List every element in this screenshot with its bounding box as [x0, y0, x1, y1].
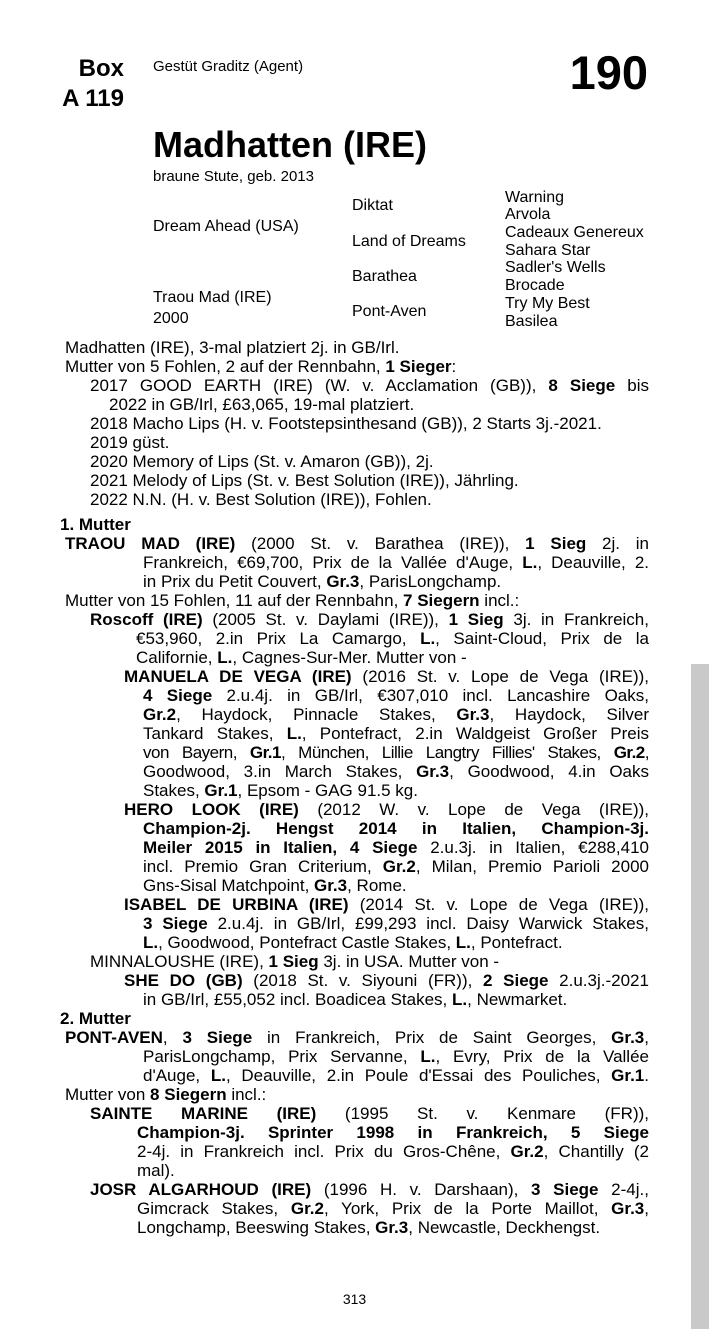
pedigree-g1: Warning [505, 189, 564, 206]
produce-summary: Mutter von 5 Fohlen, 2 auf der Rennbahn, 1 Sieger: [65, 357, 457, 376]
produce-2020: 2020 Memory of Lips (St. v. Amaron (GB)), 2j. [90, 452, 434, 471]
first-dam-line: Frankreich, €69,700, Prix de la Vallée d'Auge, L., Deauville, 2. [143, 553, 649, 572]
first-dam-heading: 1. Mutter [60, 515, 131, 534]
pedigree-sire: Dream Ahead (USA) [153, 218, 299, 235]
offspring-line: incl. Premio Gran Criterium, Gr.2, Milan, Premio Parioli 2000 [143, 857, 649, 876]
offspring-line: mal). [137, 1161, 175, 1180]
side-index-tab [691, 664, 709, 1329]
second-dam-line: PONT-AVEN, 3 Siege in Frankreich, Prix de Saint Georges, Gr.3, [65, 1028, 649, 1047]
offspring-line: Californie, L., Cagnes-Sur-Mer. Mutter von - [136, 648, 467, 667]
first-dam-line: in Prix du Petit Couvert, Gr.3, ParisLongchamp. [143, 572, 502, 591]
offspring-line: Meiler 2015 in Italien, 4 Siege 2.u.3j. in Italien, €288,410 [143, 838, 649, 857]
offspring-line: €53,960, 2.in Prix La Camargo, L., Saint-Cloud, Prix de la [136, 629, 649, 648]
offspring-line: Gns-Sisal Matchpoint, Gr.3, Rome. [143, 876, 407, 895]
offspring-line: ISABEL DE URBINA (IRE) (2014 St. v. Lope de Vega (IRE)), [124, 895, 649, 914]
offspring-line: in GB/Irl, £55,052 incl. Boadicea Stakes, L., Newmarket. [143, 990, 568, 1009]
pedigree-sire-sire: Diktat [352, 197, 393, 214]
box-number: A 119 [62, 85, 124, 112]
offspring-line: 4 Siege 2.u.4j. in GB/Irl, €307,010 incl. Lancashire Oaks, [143, 686, 649, 705]
pedigree-dam-year: 2000 [153, 310, 189, 327]
first-dam-line: TRAOU MAD (IRE) (2000 St. v. Barathea (IRE)), 1 Sieg 2j. in [65, 534, 650, 553]
box-label: Box [78, 55, 124, 82]
pedigree-g5: Sadler's Wells [505, 259, 606, 276]
offspring-line: SHE DO (GB) (2018 St. v. Siyouni (FR)), 2 Siege 2.u.3j.-2021 [124, 971, 649, 990]
offspring-line: Roscoff (IRE) (2005 St. v. Daylami (IRE)), 1 Sieg 3j. in Frankreich, [90, 610, 649, 629]
offspring-line: Longchamp, Beeswing Stakes, Gr.3, Newcastle, Deckhengst. [137, 1218, 601, 1237]
pedigree-g7: Try My Best [505, 295, 590, 312]
offspring-line: Champion-2j. Hengst 2014 in Italien, Champion-3j. [143, 819, 649, 838]
offspring-line: Tankard Stakes, L., Pontefract, 2.in Waldgeist Großer Preis [143, 724, 649, 743]
offspring-line: MANUELA DE VEGA (IRE) (2016 St. v. Lope de Vega (IRE)), [124, 667, 650, 686]
second-dam-line: d'Auge, L., Deauville, 2.in Poule d'Essai des Pouliches, Gr.1. [143, 1066, 649, 1085]
second-dam-line: ParisLongchamp, Prix Servanne, L., Evry, Prix de la Vallée [143, 1047, 649, 1066]
offspring-line: Stakes, Gr.1, Epsom - GAG 91.5 kg. [143, 781, 418, 800]
offspring-line: Gimcrack Stakes, Gr.2, York, Prix de la Porte Maillot, Gr.3, [137, 1199, 649, 1218]
offspring-line: 3 Siege 2.u.4j. in GB/Irl, £99,293 incl. Daisy Warwick Stakes, [143, 914, 649, 933]
produce-2019: 2019 güst. [90, 433, 170, 452]
second-dam-heading: 2. Mutter [60, 1009, 131, 1028]
pedigree-g8: Basilea [505, 313, 558, 330]
offspring-line: SAINTE MARINE (IRE) (1995 St. v. Kenmare (FR)), [90, 1104, 649, 1123]
pedigree-dam: Traou Mad (IRE) [153, 289, 272, 306]
produce-2018: 2018 Macho Lips (H. v. Footstepsinthesand (GB)), 2 Starts 3j.-2021. [90, 414, 602, 433]
produce-2017-cont: 2022 in GB/Irl, £63,065, 19-mal platziert. [109, 395, 415, 414]
offspring-line: Champion-3j. Sprinter 1998 in Frankreich, 5 Siege [137, 1123, 649, 1142]
produce-2017: 2017 GOOD EARTH (IRE) (W. v. Acclamation (GB)), 8 Siege bis [90, 376, 649, 395]
offspring-line: L., Goodwood, Pontefract Castle Stakes, L., Pontefract. [143, 933, 563, 952]
horse-name: Madhatten (IRE) [153, 124, 427, 165]
pedigree-g4: Sahara Star [505, 242, 591, 259]
page-number: 313 [342, 1291, 367, 1307]
offspring-line: Goodwood, 3.in March Stakes, Gr.3, Goodwood, 4.in Oaks [143, 762, 649, 781]
race-record-line: Madhatten (IRE), 3-mal platziert 2j. in GB/Irl. [65, 338, 400, 357]
consignor-agent: Gestüt Graditz (Agent) [153, 58, 304, 75]
pedigree-g6: Brocade [505, 277, 565, 294]
lot-number: 190 [569, 46, 648, 99]
pedigree-dam-sire: Barathea [352, 268, 417, 285]
pedigree-g3: Cadeaux Genereux [505, 224, 644, 241]
offspring-line: von Bayern, Gr.1, München, Lillie Langtry Fillies' Stakes, Gr.2, [143, 743, 650, 762]
pedigree-dam-dam: Pont-Aven [352, 303, 427, 320]
second-dam-produce-summary: Mutter von 8 Siegern incl.: [65, 1085, 267, 1104]
first-dam-produce-summary: Mutter von 15 Fohlen, 11 auf der Rennbahn, 7 Siegern incl.: [65, 591, 520, 610]
produce-2022: 2022 N.N. (H. v. Best Solution (IRE)), Fohlen. [90, 490, 432, 509]
horse-description: braune Stute, geb. 2013 [153, 168, 314, 185]
offspring-line: MINNALOUSHE (IRE), 1 Sieg 3j. in USA. Mutter von - [90, 952, 500, 971]
offspring-line: 2-4j. in Frankreich incl. Prix du Gros-Chêne, Gr.2, Chantilly (2 [137, 1142, 649, 1161]
pedigree-sire-dam: Land of Dreams [352, 233, 466, 250]
produce-2021: 2021 Melody of Lips (St. v. Best Solution (IRE)), Jährling. [90, 471, 519, 490]
offspring-line: HERO LOOK (IRE) (2012 W. v. Lope de Vega (IRE)), [124, 800, 649, 819]
pedigree-g2: Arvola [505, 206, 551, 223]
offspring-line: JOSR ALGARHOUD (IRE) (1996 H. v. Darshaan), 3 Siege 2-4j., [90, 1180, 649, 1199]
offspring-line: Gr.2, Haydock, Pinnacle Stakes, Gr.3, Haydock, Silver [143, 705, 649, 724]
